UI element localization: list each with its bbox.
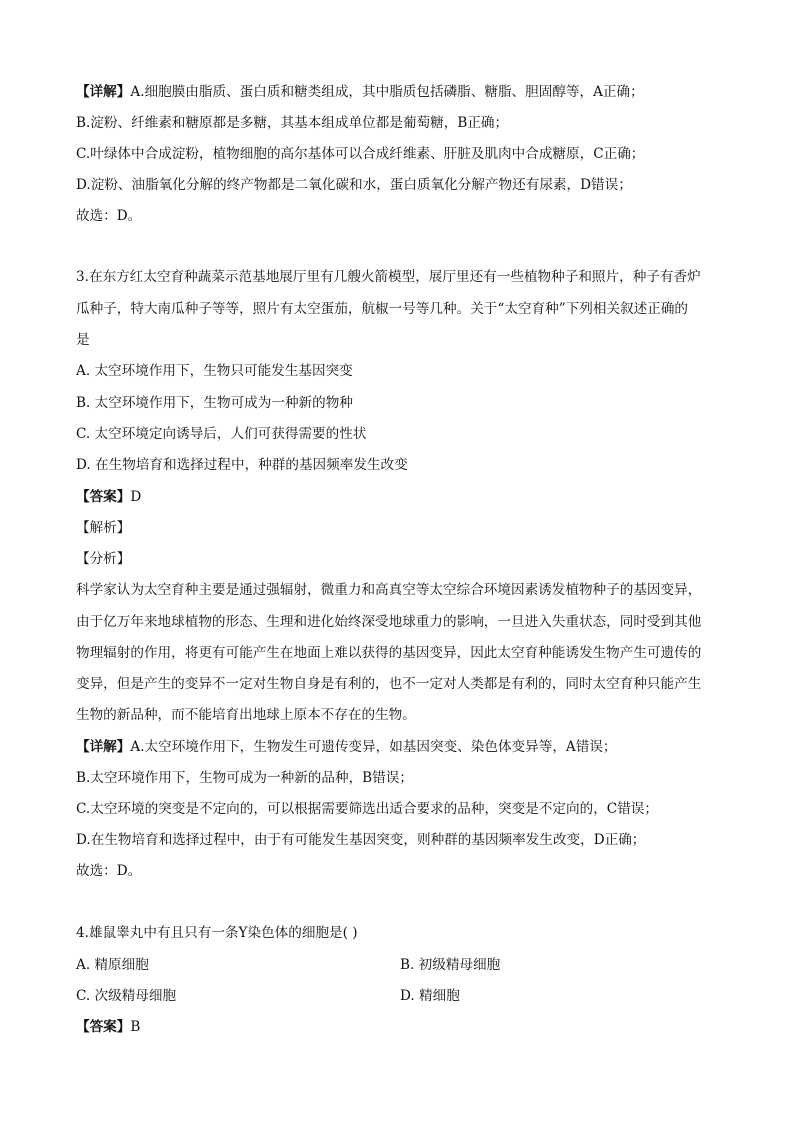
- q4-answer-value: B: [130, 1019, 141, 1035]
- q2-detail-d: D.淀粉、油脂氧化分解的终产物都是二氧化碳和水，蛋白质氧化分解产物还有尿素，D错误；: [76, 177, 632, 193]
- q3-fenxi-line-4: 变异，但是产生的变异不一定对生物自身是有利的，也不一定对人类都是有利的，同时太空育种只能产生: [76, 676, 702, 692]
- q4-option-a: A. 精原细胞: [76, 957, 149, 973]
- q2-choose: 故选：D。: [76, 208, 142, 224]
- q4-answer-tag: 【答案】: [76, 1019, 131, 1035]
- q3-option-d: D. 在生物培育和选择过程中，种群的基因频率发生改变: [76, 457, 408, 473]
- q3-answer-value: D: [130, 489, 142, 505]
- q3-answer-tag: 【答案】: [76, 489, 131, 505]
- q3-detail-a: [76, 738, 617, 756]
- q4-stem: 4.雄鼠睾丸中有且只有一条Y染色体的细胞是( ): [76, 925, 358, 941]
- q3-stem-line-2: 瓜种子，特大南瓜种子等等，照片有太空蛋茄，航椒一号等几种。关于“太空育种”下列相关叙述正确的: [76, 301, 689, 317]
- q4-answer: [76, 1018, 140, 1036]
- q3-detail-a-text: A.太空环境作用下，生物发生可遗传变异，如基因突变、染色体变异等，A错误；: [130, 739, 617, 755]
- q3-detail-c: C.太空环境的突变是不定向的，可以根据需要筛选出适合要求的品种，突变是不定向的，C错误；: [76, 801, 658, 817]
- q3-option-a: A. 太空环境作用下，生物只可能发生基因突变: [76, 363, 353, 379]
- q2-detail-a: [76, 83, 644, 101]
- q3-option-c: C. 太空环境定向诱导后，人们可获得需要的性状: [76, 426, 367, 442]
- q4-option-b: B. 初级精母细胞: [400, 957, 501, 973]
- q3-fenxi-line-2: 由于亿万年来地球植物的形态、生理和进化始终深受地球重力的影响，一旦进入失重状态，同时受到其他: [76, 614, 702, 630]
- q3-fenxi-tag: 【分析】: [76, 551, 131, 567]
- q3-detail-tag: 【详解】: [76, 739, 131, 755]
- q3-stem-line-3: 是: [76, 332, 90, 348]
- q2-detail-tag: 【详解】: [76, 84, 131, 100]
- q2-detail-a-text: A.细胞膜由脂质、蛋白质和糖类组成，其中脂质包括磷脂、糖脂、胆固醇等，A正确；: [130, 84, 644, 100]
- q4-option-d: D. 精细胞: [400, 988, 460, 1004]
- q3-fenxi-line-5: 生物的新品种，而不能培育出地球上原本不存在的生物。: [76, 707, 416, 723]
- q2-detail-c: C.叶绿体中合成淀粉，植物细胞的高尔基体可以合成纤维素、肝脏及肌肉中合成糖原，C正确；: [76, 146, 645, 162]
- q3-fenxi-line-1: 科学家认为太空育种主要是通过强辐射，微重力和高真空等太空综合环境因素诱发植物种子的基因变异，: [76, 582, 702, 598]
- q3-analysis-tag: 【解析】: [76, 520, 131, 536]
- q3-detail-b: B.太空环境作用下，生物可成为一种新的品种，B错误；: [76, 770, 413, 786]
- q3-stem-line-1: 3.在东方红太空育种蔬菜示范基地展厅里有几艘火箭模型，展厅里还有一些植物种子和照片，种子有香炉: [76, 269, 701, 285]
- q3-detail-d: D.在生物培育和选择过程中，由于有可能发生基因突变，则种群的基因频率发生改变，D正确；: [76, 832, 646, 848]
- q4-option-c: C. 次级精母细胞: [76, 988, 177, 1004]
- q3-option-b: B. 太空环境作用下，生物可成为一种新的物种: [76, 395, 353, 411]
- q2-detail-b: B.淀粉、纤维素和糖原都是多糖，其基本组成单位都是葡萄糖，B正确；: [76, 115, 509, 131]
- q3-choose: 故选：D。: [76, 863, 142, 879]
- q3-answer: [76, 488, 141, 506]
- q3-fenxi-line-3: 物理辐射的作用，将更有可能产生在地面上难以获得的基因变异，因此太空育种能诱发生物产生可遗传的: [76, 645, 702, 661]
